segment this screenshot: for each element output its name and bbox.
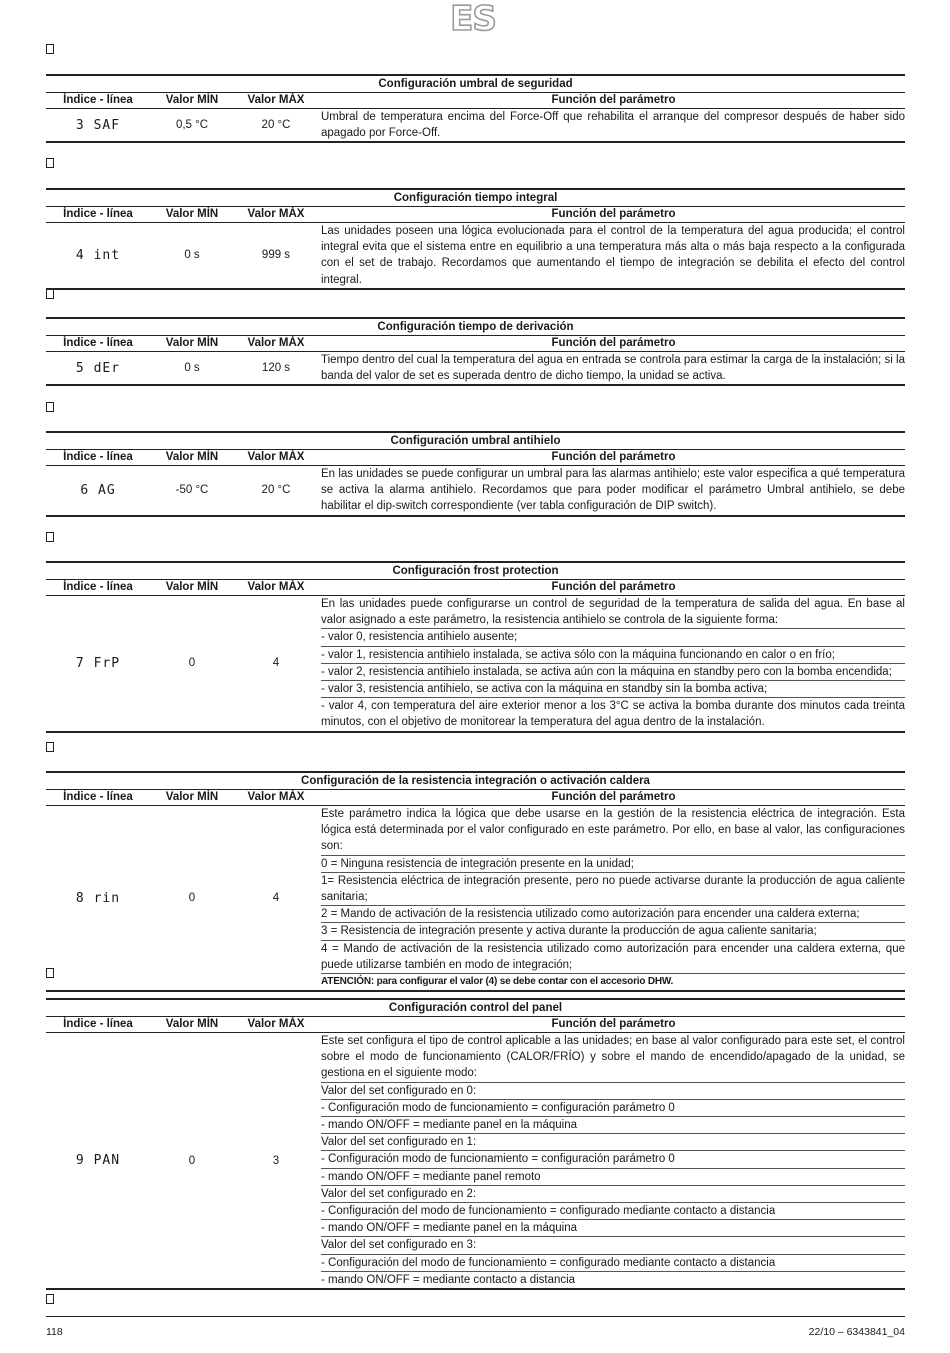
header-max: Valor MÁX (247, 581, 305, 593)
function-description (318, 1033, 905, 1288)
bullet-marker (46, 44, 54, 54)
header-min: Valor MÍN (165, 581, 219, 593)
table-header (46, 92, 905, 109)
description-line: 2 = Mando de activación de la resistencia utilizado como autorización para encender una caldera externa; (321, 906, 905, 923)
header-max: Valor MÁX (247, 451, 305, 463)
description-line: - mando ON/OFF = mediante panel en la máquina (321, 1220, 905, 1237)
header-index: Índice - línea (63, 94, 133, 106)
header-index: Índice - línea (63, 791, 133, 803)
table-row (46, 466, 905, 517)
description-line: - valor 2, resistencia antihielo instalada, se activa aún con la máquina en standby pero con la bomba encendida; (321, 664, 905, 681)
table-header (46, 1016, 905, 1033)
header-min: Valor MÍN (165, 94, 219, 106)
header-min: Valor MÍN (165, 1018, 219, 1030)
header-max: Valor MÁX (247, 337, 305, 349)
min-value: 0,5 °C (175, 119, 209, 132)
description-line: - valor 3, resistencia antihielo, se activa con la máquina en standby sin la bomba activa; (321, 681, 905, 698)
min-value: 0 s (184, 249, 200, 262)
bullet-marker (46, 158, 54, 168)
max-value: 20 °C (261, 484, 291, 497)
parameter-table (46, 431, 905, 517)
header-function: Función del parámetro (551, 94, 676, 106)
header-max: Valor MÁX (247, 791, 305, 803)
parameter-index: 8 rin (75, 890, 121, 906)
header-min: Valor MÍN (165, 791, 219, 803)
header-max: Valor MÁX (247, 1018, 305, 1030)
table-title: Configuración tiempo integral (46, 188, 905, 206)
description-line: - Configuración modo de funcionamiento = configuración parámetro 0 (321, 1100, 905, 1117)
description-line: - Configuración del modo de funcionamiento = configurado mediante contacto a distancia (321, 1203, 905, 1220)
description-line: Valor del set configurado en 2: (321, 1186, 905, 1203)
min-value: 0 (188, 892, 196, 905)
description-line: - mando ON/OFF = mediante contacto a distancia (321, 1273, 576, 1286)
min-value: 0 (188, 657, 196, 670)
description-line: Este set configura el tipo de control aplicable a las unidades; en base al valor configurado para este set, el control sobre el modo de funcionamiento (CALOR/FRÍO) y sobre el mando de encendido/apagado de la unidad, se gestiona en el siguiente modo: (321, 1033, 905, 1083)
table-row (46, 806, 905, 992)
table-row (46, 596, 905, 733)
header-function: Función del parámetro (551, 581, 676, 593)
page-number: 118 (46, 1326, 63, 1338)
parameter-index: 6 AG (80, 482, 116, 498)
table-row (46, 352, 905, 386)
function-description (318, 466, 905, 515)
max-value: 4 (272, 892, 280, 905)
min-value: 0 s (184, 362, 200, 375)
table-header (46, 789, 905, 806)
header-index: Índice - línea (63, 451, 133, 463)
parameter-index: 9 PAN (75, 1153, 121, 1169)
description-line: En las unidades puede configurarse un control de seguridad de la temperatura de salida del agua. En base al valor asignado a este parámetro, la resistencia antihielo se controla de la siguiente forma: (321, 596, 905, 629)
description-line: - valor 0, resistencia antihielo ausente; (321, 629, 905, 646)
header-max: Valor MÁX (247, 94, 305, 106)
description-line: 1= Resistencia eléctrica de integración presente, pero no puede activarse durante la producción de agua caliente sanitaria; (321, 873, 905, 906)
bullet-marker (46, 532, 54, 542)
table-title: Configuración de la resistencia integración o activación caldera (46, 771, 905, 789)
header-function: Función del parámetro (551, 1018, 676, 1030)
bullet-marker (46, 289, 54, 299)
parameter-table (46, 771, 905, 992)
description-line: - Configuración modo de funcionamiento = configuración parámetro 0 (321, 1151, 905, 1168)
function-description (318, 352, 905, 384)
table-title: Configuración frost protection (46, 561, 905, 579)
header-function: Función del parámetro (551, 337, 676, 349)
description-line: Umbral de temperatura encima del Force-Off que rehabilita el arranque del compresor después de haber sido apagado por Force-Off. (321, 111, 905, 140)
parameter-index: 4 int (75, 247, 121, 263)
description-line: Valor del set configurado en 0: (321, 1083, 905, 1100)
attention-note: ATENCIÓN: para configurar el valor (4) se debe contar con el accesorio DHW. (321, 976, 674, 988)
parameter-table (46, 998, 905, 1290)
parameter-index: 7 FrP (75, 655, 121, 671)
min-value: 0 (188, 1154, 196, 1167)
table-title: Configuración tiempo de derivación (46, 317, 905, 335)
table-row (46, 109, 905, 143)
function-description (318, 806, 905, 990)
description-line: - Configuración del modo de funcionamiento = configurado mediante contacto a distancia (321, 1255, 905, 1272)
table-row (46, 1033, 905, 1290)
description-line: 3 = Resistencia de integración presente y activa durante la producción de agua caliente sanitaria; (321, 923, 905, 940)
parameter-index: 5 dEr (75, 360, 121, 376)
header-function: Función del parámetro (551, 208, 676, 220)
description-line: Las unidades poseen una lógica evolucionada para el control de la temperatura del agua producida; el control integral evita que el sistema entre en equilibrio a una temperatura más alta o más baja respecto a la configurada con el set de trabajo. Recordamos que aumentando el tiempo de integración se debilita el efecto del control integral. (321, 225, 905, 286)
function-description (318, 109, 905, 141)
parameter-table (46, 561, 905, 733)
description-line: - mando ON/OFF = mediante panel en la máquina (321, 1117, 905, 1134)
min-value: -50 °C (175, 484, 209, 497)
language-badge: ES (450, 0, 496, 39)
header-min: Valor MÍN (165, 451, 219, 463)
table-header (46, 206, 905, 223)
max-value: 999 s (261, 249, 291, 262)
parameter-table (46, 317, 905, 386)
max-value: 4 (272, 657, 280, 670)
bullet-marker (46, 742, 54, 752)
max-value: 120 s (261, 362, 291, 375)
parameter-table (46, 188, 905, 290)
max-value: 20 °C (261, 119, 291, 132)
description-line: Este parámetro indica la lógica que debe usarse en la gestión de la resistencia eléctrica de integración. Esta lógica está determinada por el valor configurado en este parámetro. Por ello, en base al valor, las configuraciones son: (321, 806, 905, 856)
description-line: - valor 1, resistencia antihielo instalada, se activa sólo con la máquina funcionando en calor o en frío; (321, 647, 905, 664)
parameter-index: 3 SAF (75, 117, 121, 133)
header-function: Función del parámetro (551, 791, 676, 803)
header-max: Valor MÁX (247, 208, 305, 220)
description-line: Tiempo dentro del cual la temperatura del agua en entrada se controla para estimar la carga de la instalación; si la banda del valor de set es superada dentro de dicho tiempo, la unidad se activa. (321, 354, 905, 383)
header-min: Valor MÍN (165, 337, 219, 349)
description-line: 0 = Ninguna resistencia de integración presente en la unidad; (321, 856, 905, 873)
description-line: Valor del set configurado en 1: (321, 1134, 905, 1151)
bullet-marker (46, 402, 54, 412)
header-function: Función del parámetro (551, 451, 676, 463)
document-code: 22/10 – 6343841_04 (808, 1326, 905, 1338)
header-min: Valor MÍN (165, 208, 219, 220)
description-line: En las unidades se puede configurar un umbral para las alarmas antihielo; este valor especifica a qué temperatura se activa la alarma antihielo. Recordamos que para poder modificar el parámetro Umbral antihielo, se debe habilitar el dip-switch correspondiente (ver tabla configuración de DIP switch). (321, 468, 905, 513)
function-description (318, 223, 905, 288)
description-line: - valor 4, con temperatura del aire exterior menor a los 3°C se activa la bomba durante dos minutos cada treinta minutos, con el objetivo de monitorear la temperatura del agua dentro de la instalación. (321, 700, 905, 729)
description-line: 4 = Mando de activación de la resistencia utilizado como autorización para encender una caldera externa, que puede utilizarse también en modo de integración; (321, 941, 905, 974)
parameter-table (46, 74, 905, 143)
table-header (46, 449, 905, 466)
table-row (46, 223, 905, 290)
table-header (46, 579, 905, 596)
page-footer (46, 1316, 905, 1338)
header-index: Índice - línea (63, 581, 133, 593)
table-title: Configuración umbral antihielo (46, 431, 905, 449)
function-description (318, 596, 905, 731)
description-line: - mando ON/OFF = mediante panel remoto (321, 1169, 905, 1186)
table-title: Configuración control del panel (46, 998, 905, 1016)
bullet-marker (46, 1294, 54, 1304)
max-value: 3 (272, 1154, 280, 1167)
header-index: Índice - línea (63, 208, 133, 220)
table-title: Configuración umbral de seguridad (46, 74, 905, 92)
header-index: Índice - línea (63, 337, 133, 349)
header-index: Índice - línea (63, 1018, 133, 1030)
table-header (46, 335, 905, 352)
description-line: Valor del set configurado en 3: (321, 1237, 905, 1254)
